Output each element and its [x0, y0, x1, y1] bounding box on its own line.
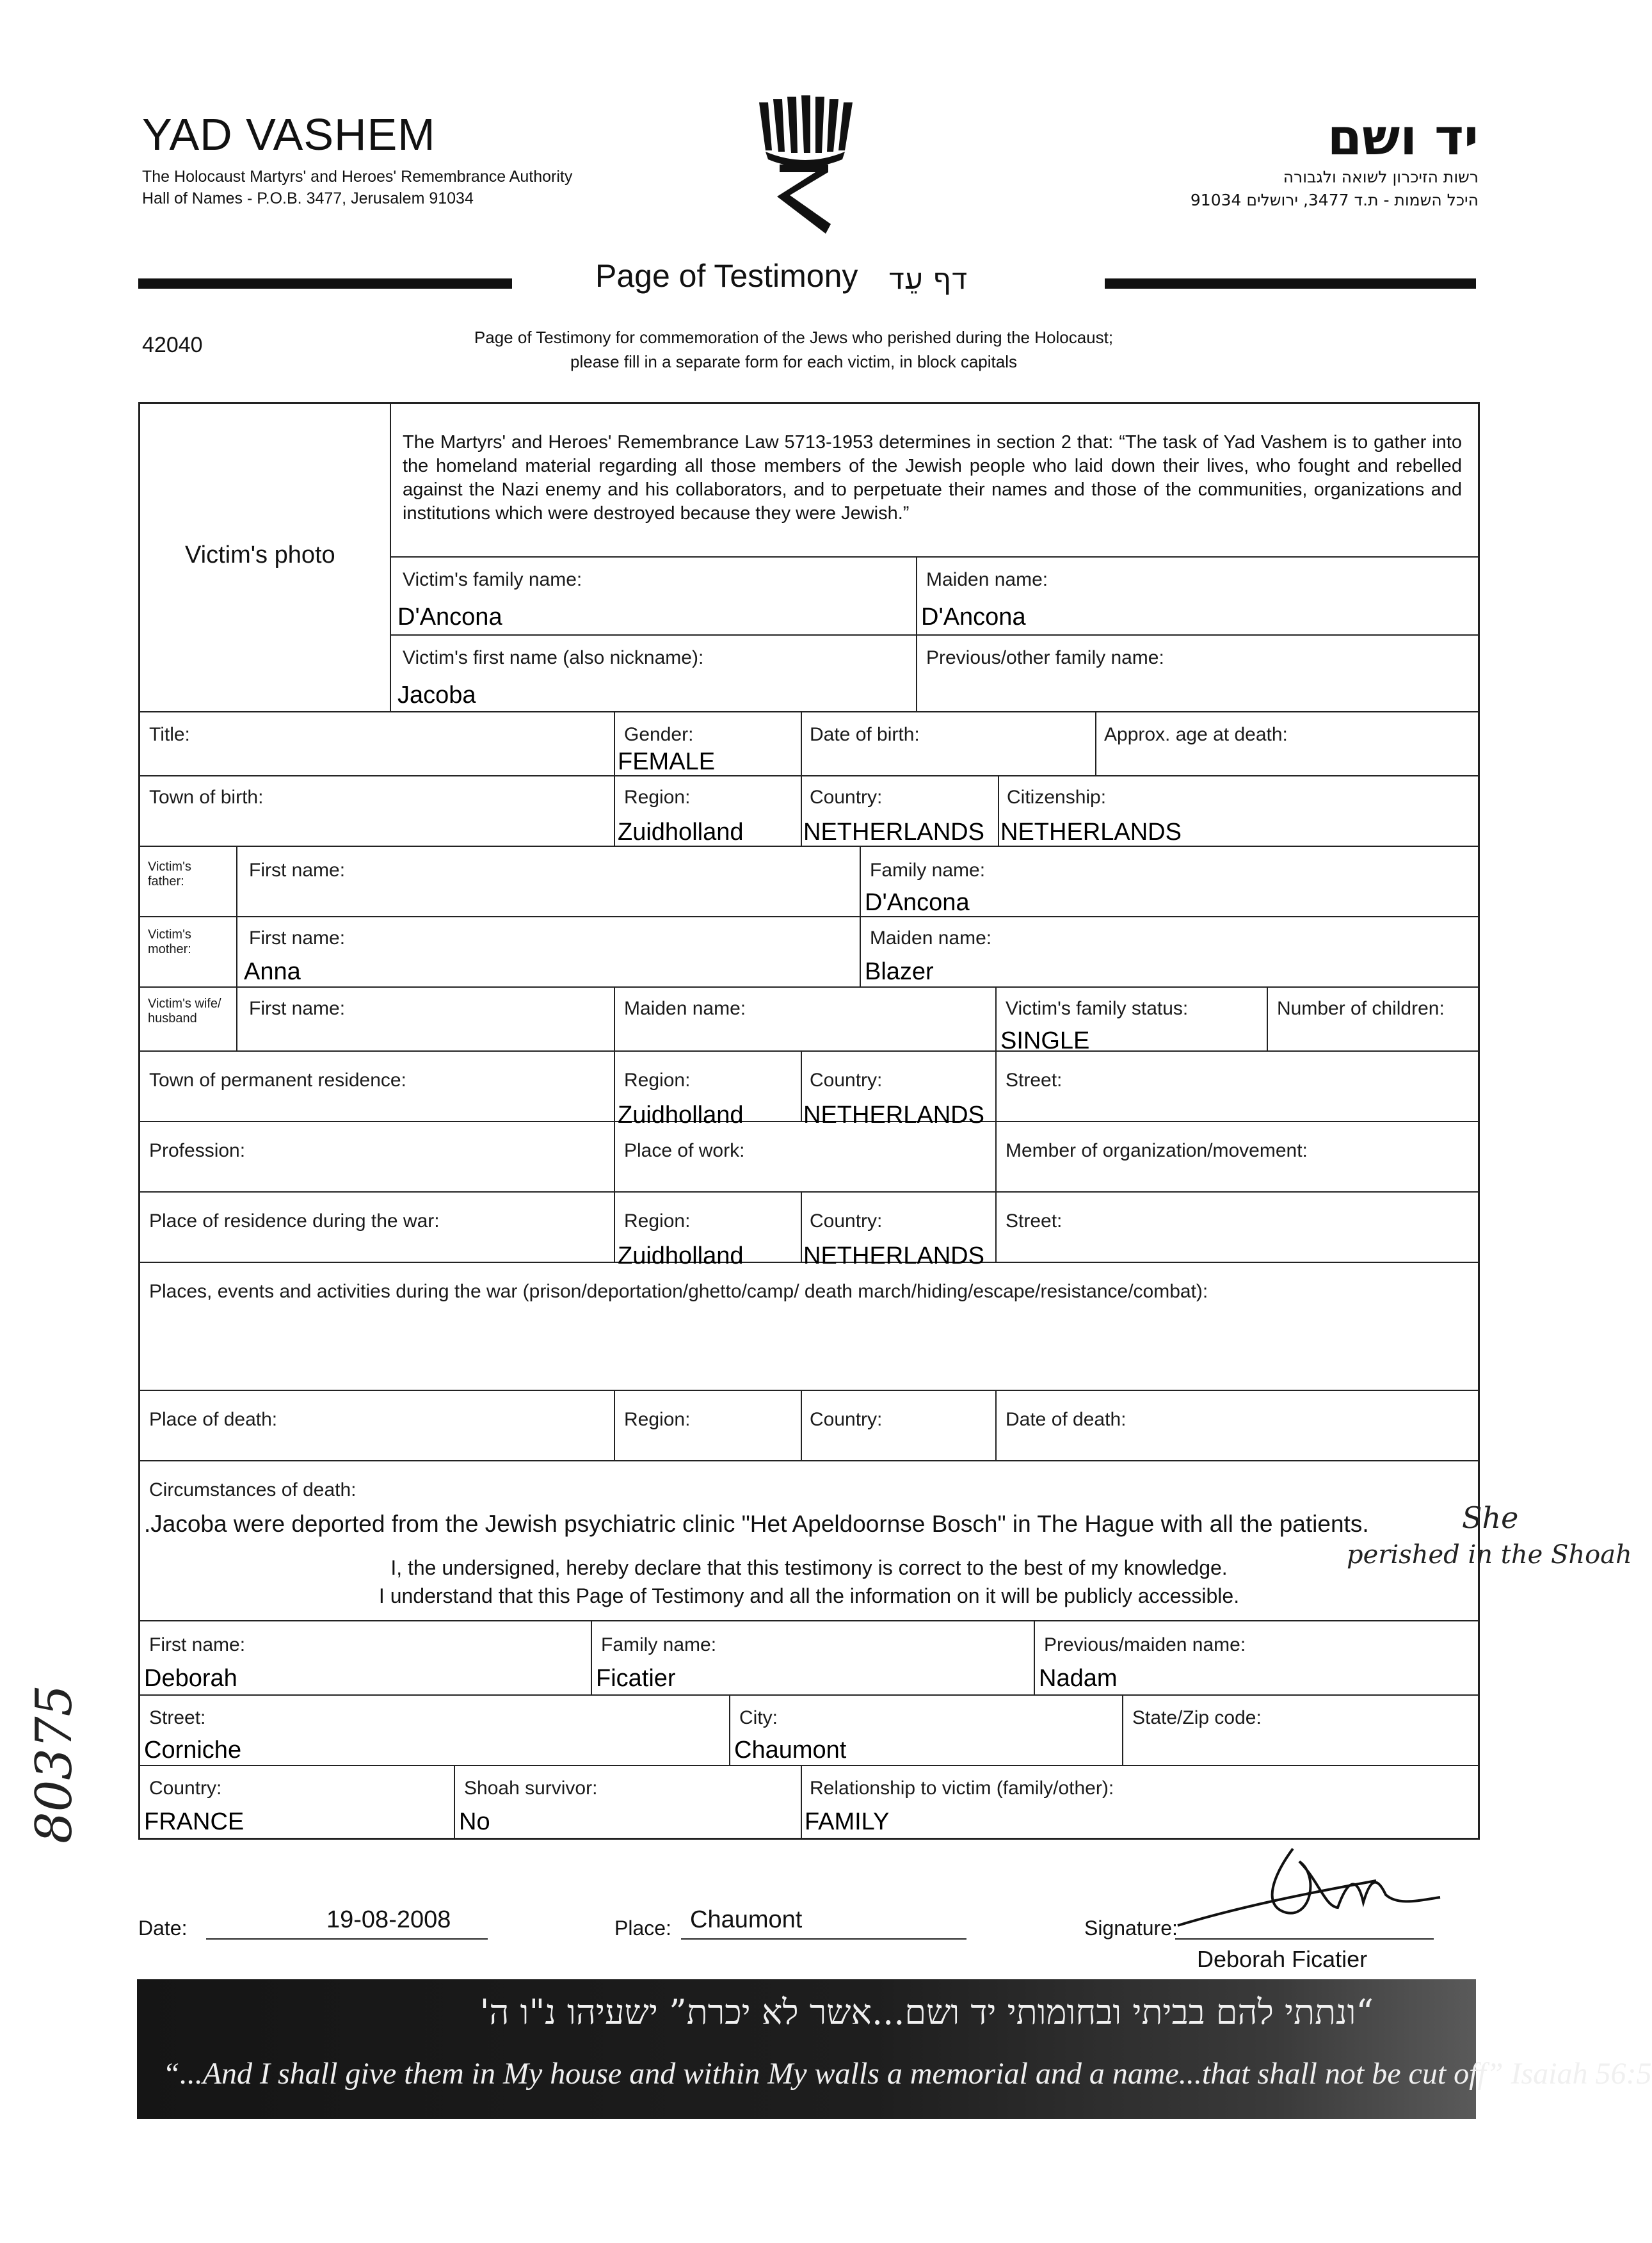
- signature-label: Signature:: [1084, 1917, 1178, 1940]
- declaration-line-1: I, the undersigned, hereby declare that this testimony is correct to the best of my knowledge.: [390, 1556, 1228, 1579]
- age-at-death-label: Approx. age at death:: [1104, 724, 1288, 745]
- submitter-country-label: Country:: [149, 1778, 222, 1799]
- title-label: Title:: [149, 724, 190, 745]
- member-organization-label: Member of organization/movement:: [1006, 1140, 1308, 1161]
- citizenship-label: Citizenship:: [1007, 787, 1107, 808]
- family-status: SINGLE: [1000, 1027, 1090, 1054]
- death-country-label: Country:: [810, 1409, 883, 1430]
- death-date-label: Date of death:: [1006, 1409, 1127, 1430]
- victim-first-name: Jacoba: [397, 682, 476, 709]
- place-label: Place:: [614, 1917, 671, 1940]
- war-residence-label: Place of residence during the war:: [149, 1210, 440, 1232]
- signature-mark: [1165, 1836, 1447, 1938]
- handwritten-note-perished: perished in the Shoah: [1347, 1540, 1632, 1570]
- submitter-prev-label: Previous/maiden name:: [1044, 1634, 1246, 1655]
- testimony-place: Chaumont: [690, 1906, 803, 1933]
- signer-name: Deborah Ficatier: [1197, 1946, 1368, 1972]
- circumstances-of-death: .Jacoba were deported from the Jewish psychiatric clinic "Het Apeldoornse Bosch" in The Hague with all the patients.: [144, 1511, 1369, 1537]
- relationship-label: Relationship to victim (family/other):: [810, 1778, 1114, 1799]
- birth-region-label: Region:: [624, 787, 691, 808]
- mother-first-label: First name:: [249, 928, 346, 949]
- org-address-hebrew: היכל השמות - ת.ד 3477, ירושלים 91034: [1190, 191, 1479, 209]
- relationship-to-victim: FAMILY: [805, 1808, 890, 1835]
- spouse-row-label: Victim's wife/ husband: [148, 997, 221, 1025]
- family-name-label: Victim's family name:: [403, 569, 582, 590]
- submitter-first-label: First name:: [149, 1634, 246, 1655]
- place-of-work-label: Place of work:: [624, 1140, 745, 1161]
- profession-label: Profession:: [149, 1140, 246, 1161]
- submitter-first-name: Deborah: [144, 1665, 237, 1692]
- org-subtitle-hebrew: רשות הזיכרון לשואה ולגבורה: [1283, 168, 1479, 186]
- residence-region-label: Region:: [624, 1070, 691, 1091]
- war-places-label: Places, events and activities during the war (prison/deportation/ghetto/camp/ death march/hiding/escape/resistance/combat):: [149, 1281, 1208, 1302]
- submitter-family-name: Ficatier: [596, 1665, 676, 1692]
- town-of-birth-label: Town of birth:: [149, 787, 264, 808]
- isaiah-quote-banner: [137, 1979, 1652, 2119]
- place-underline: [681, 1938, 966, 1940]
- declaration-line-2: I understand that this Page of Testimony and all the information on it will be publicly accessible.: [378, 1584, 1240, 1607]
- page-title-hebrew: דף עֵד: [888, 261, 968, 296]
- law-text: The Martyrs' and Heroes' Remembrance Law 5713-1953 determines in section 2 that: “The task of Yad Vashem is to gather into the homeland material regarding all those members of the Jewish people who laid down their lives, who fought and rebelled against the Nazi enemy and his collaborators, and to perpetuate their names and those of the communities, organizations and institutions which were destroyed because they were Jewish.”: [403, 432, 1462, 524]
- org-name: YAD VASHEM: [142, 109, 436, 159]
- survivor-label: Shoah survivor:: [464, 1778, 598, 1799]
- family-status-label: Victim's family status:: [1006, 998, 1189, 1019]
- residence-label: Town of permanent residence:: [149, 1070, 406, 1091]
- victim-gender: FEMALE: [618, 748, 716, 775]
- victim-family-name: D'Ancona: [397, 604, 502, 631]
- org-subtitle: The Holocaust Martyrs' and Heroes' Remembrance Authority: [142, 168, 573, 186]
- mother-first-name: Anna: [244, 958, 301, 985]
- margin-archive-number: 80375: [26, 1684, 83, 1844]
- war-region-label: Region:: [624, 1210, 691, 1232]
- father-first-label: First name:: [249, 860, 346, 881]
- death-place-label: Place of death:: [149, 1409, 278, 1430]
- shoah-survivor: No: [459, 1808, 490, 1835]
- title-rule-left: [138, 278, 512, 289]
- dob-label: Date of birth:: [810, 724, 920, 745]
- maiden-name-label: Maiden name:: [926, 569, 1048, 590]
- death-region-label: Region:: [624, 1409, 691, 1430]
- testimony-date: 19-08-2008: [326, 1906, 451, 1933]
- spouse-first-label: First name:: [249, 998, 346, 1019]
- birth-country-label: Country:: [810, 787, 883, 808]
- birth-country: NETHERLANDS: [803, 819, 984, 846]
- signature-underline: [1175, 1938, 1434, 1940]
- spouse-maiden-label: Maiden name:: [624, 998, 746, 1019]
- date-label: Date:: [138, 1917, 188, 1940]
- submitter-street: Corniche: [144, 1737, 242, 1764]
- title-rule-right: [1105, 278, 1476, 289]
- victim-maiden-name: D'Ancona: [921, 604, 1026, 631]
- reference-number: 42040: [142, 333, 203, 357]
- father-family-label: Family name:: [870, 860, 986, 881]
- submitter-city-label: City:: [739, 1707, 778, 1728]
- banner-hebrew-quote: “ונתתי להם בביתי ובחומותי יד ושם...אשר לא יכרת” ישעיהו נ"ו ה': [479, 1992, 1374, 2032]
- war-country-label: Country:: [810, 1210, 883, 1232]
- residence-country-label: Country:: [810, 1070, 883, 1091]
- page-title: Page of Testimony: [595, 258, 858, 294]
- banner-english-quote: “...And I shall give them in My house and within My walls a memorial and a name...that shall not be cut off” Isaiah 56:5: [163, 2057, 1652, 2091]
- submitter-zip-label: State/Zip code:: [1132, 1707, 1262, 1728]
- submitter-country: FRANCE: [144, 1808, 245, 1835]
- submitter-prev-name: Nadam: [1039, 1665, 1118, 1692]
- intro-line-1: Page of Testimony for commemoration of the Jews who perished during the Holocaust;: [474, 328, 1114, 347]
- yad-vashem-logo: [754, 93, 856, 246]
- mother-row-label: Victim's mother:: [148, 928, 191, 956]
- father-family-name: D'Ancona: [865, 889, 970, 916]
- birth-region: Zuidholland: [618, 819, 744, 846]
- first-name-label: Victim's first name (also nickname):: [403, 647, 704, 668]
- org-name-hebrew: יד ושם: [1327, 109, 1479, 166]
- gender-label: Gender:: [624, 724, 694, 745]
- residence-region: Zuidholland: [618, 1102, 744, 1129]
- submitter-family-label: Family name:: [601, 1634, 717, 1655]
- submitter-city: Chaumont: [734, 1737, 847, 1764]
- victim-photo-label: Victim's photo: [185, 542, 335, 568]
- mother-maiden-name: Blazer: [865, 958, 934, 985]
- intro-line-2: please fill in a separate form for each victim, in block capitals: [570, 352, 1017, 371]
- org-address: Hall of Names - P.O.B. 3477, Jerusalem 91034: [142, 189, 474, 207]
- handwritten-note-she: She: [1462, 1500, 1519, 1535]
- war-region: Zuidholland: [618, 1242, 744, 1269]
- mother-maiden-label: Maiden name:: [870, 928, 992, 949]
- residence-street-label: Street:: [1006, 1070, 1063, 1091]
- father-row-label: Victim's father:: [148, 860, 191, 888]
- residence-country: NETHERLANDS: [803, 1102, 984, 1129]
- war-street-label: Street:: [1006, 1210, 1063, 1232]
- war-country: NETHERLANDS: [803, 1242, 984, 1269]
- prev-family-name-label: Previous/other family name:: [926, 647, 1164, 668]
- submitter-street-label: Street:: [149, 1707, 206, 1728]
- citizenship: NETHERLANDS: [1000, 819, 1182, 846]
- testimony-form: [138, 402, 1480, 1840]
- circumstances-label: Circumstances of death:: [149, 1479, 357, 1500]
- children-label: Number of children:: [1277, 998, 1445, 1019]
- date-underline: [206, 1938, 488, 1940]
